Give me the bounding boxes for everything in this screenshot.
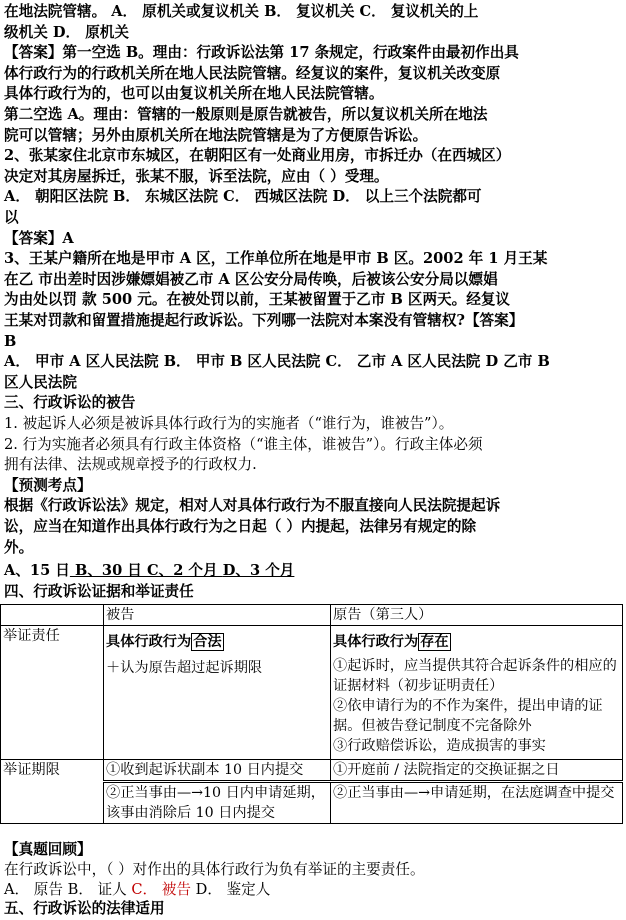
text-line: 区人民法院	[4, 373, 77, 391]
text-line: A． 朝阳区法院 B． 东城区法院 C． 西城区法院 D． 以上三个法院都可	[4, 188, 482, 206]
review-title: 【真题回顾】	[4, 841, 92, 858]
option-d: D、3 个月	[222, 562, 295, 579]
text-line: 外。	[4, 538, 34, 556]
defendant-burden-text: 具体行政行为	[106, 634, 192, 650]
defendant-burden-extra: ＋认为原告超过起诉期限	[106, 660, 263, 676]
section-heading-evidence: 四、行政诉讼证据和举证责任	[4, 583, 194, 600]
defendant-burden-keyword: 合法	[193, 634, 222, 650]
plaintiff-burden-point-2: ②依申请行为的不作为案件，提出申请的证据。但被告登记制度不完备除外	[333, 698, 603, 734]
text-line: 拥有法律、法规或规章授予的行政权力.	[4, 456, 257, 474]
text-line: 第二空选 A。理由：管辖的一般原则是原告就被告，所以复议机关所在地法	[4, 106, 488, 123]
text-line: A． 甲市 A 区人民法院 B． 甲市 B 区人民法院 C． 乙市 A 区人民法院 D 乙市 B	[4, 353, 550, 371]
review-option-c: C． 被告	[131, 881, 191, 898]
text-line: 级机关 D． 原机关	[4, 23, 129, 41]
text-line: 3、王某户籍所在地是甲市 A 区，工作单位所在地是甲市 B 区。2002 年 1 月王某	[4, 250, 548, 268]
text-line: 体行政行为的行政机关所在地人民法院管辖。经复议的案件，复议机关改变原	[4, 64, 501, 82]
plaintiff-burden-keyword: 存在	[420, 634, 449, 650]
text-line: 具体行政行为的，也可以由复议机关所在地人民法院管辖。	[4, 85, 384, 103]
section-heading-law: 五、行政诉讼的法律适用	[4, 900, 165, 917]
defendant-burden-main	[106, 632, 328, 652]
plaintiff-burden-main	[333, 632, 620, 652]
text-line: 王某对罚款和留置措施提起行政诉讼。下列哪一法院对本案没有管辖权?【答案】	[4, 312, 524, 329]
row-label-deadline: 举证期限	[1, 760, 104, 824]
text-line: 2、张某家住北京市东城区，在朝阳区有一处商业用房，市拆迁办（在西城区）	[4, 147, 511, 165]
table-corner-cell	[1, 605, 104, 626]
evidence-table	[0, 604, 623, 824]
review-options	[4, 880, 270, 900]
text-line: 【答案】A	[4, 229, 74, 247]
plaintiff-burden-point-3: ③行政赔偿诉讼，造成损害的事实	[333, 738, 546, 754]
text-line: 在乙 市出差时因涉嫌嫖娼被乙市 A 区公安分局传唤，后被该公安分局以嫖娼	[4, 270, 498, 288]
text-line: 三、行政诉讼的被告	[4, 394, 136, 412]
text-line: 决定对其房屋拆迁，张某不服，诉至法院，应由（ ）受理。	[4, 167, 389, 185]
row-label-burden: 举证责任	[1, 626, 104, 760]
defendant-burden-cell	[104, 626, 331, 760]
text-line: 为由处以罚 款 500 元。在被处罚以前，王某被留置于乙市 B 区两天。经复议	[4, 291, 511, 309]
text-line: 院可以管辖；另外由原机关所在地法院管辖是为了方便原告诉讼。	[4, 126, 428, 144]
review-question: 在行政诉讼中，（ ）对作出的具体行政行为负有举证的主要责任。	[4, 861, 425, 878]
text-line: 根据《行政诉讼法》规定，相对人对具体行政行为不服直接向人民法院提起诉	[4, 497, 501, 515]
option-b-c: B、30 日 C、2 个月	[69, 562, 223, 579]
text-line: 1. 被起诉人必须是被诉具体行政行为的实施者（“谁行为，谁被告”）。	[4, 415, 454, 432]
plaintiff-deadline-1: ①开庭前 / 法院指定的交换证据之日	[331, 760, 623, 782]
text-line: 【答案】第一空选 B。理由：行政诉讼法第 17 条规定，行政案件由最初作出具	[4, 44, 519, 62]
header-plaintiff: 原告（第三人）	[331, 605, 623, 626]
text-line: 在地法院管辖。 A． 原机关或复议机关 B． 复议机关 C． 复议机关的上	[4, 3, 479, 20]
text-line: 以	[4, 209, 19, 226]
plaintiff-burden-cell	[331, 626, 623, 760]
header-defendant: 被告	[104, 605, 331, 626]
plaintiff-deadline-2: ②正当事由—→申请延期，在法庭调查中提交	[331, 782, 623, 824]
review-options-ab: A． 原告 B． 证人	[4, 881, 132, 898]
plaintiff-burden-point-1: ①起诉时，应当提供其符合起诉条件的相应的证据材料（初步证明责任）	[333, 658, 617, 694]
defendant-deadline-1: ①收到起诉状副本 10 日内提交	[104, 760, 331, 782]
answer-options-line	[4, 561, 294, 581]
option-a: A、15 日	[4, 562, 70, 579]
defendant-deadline-2: ②正当事由—→10 日内申请延期，该事由消除后 10 日内提交	[104, 782, 331, 824]
text-line: 讼，应当在知道作出具体行政行为之日起（ ）内提起，法律另有规定的除	[4, 518, 477, 535]
text-line: 2. 行为实施者必须具有行政主体资格（“谁主体，谁被告”）。行政主体必须	[4, 435, 483, 453]
review-option-d: D． 鉴定人	[190, 881, 271, 898]
text-line: B	[4, 332, 17, 350]
plaintiff-burden-text: 具体行政行为	[333, 634, 419, 650]
text-line: 【预测考点】	[4, 476, 92, 494]
